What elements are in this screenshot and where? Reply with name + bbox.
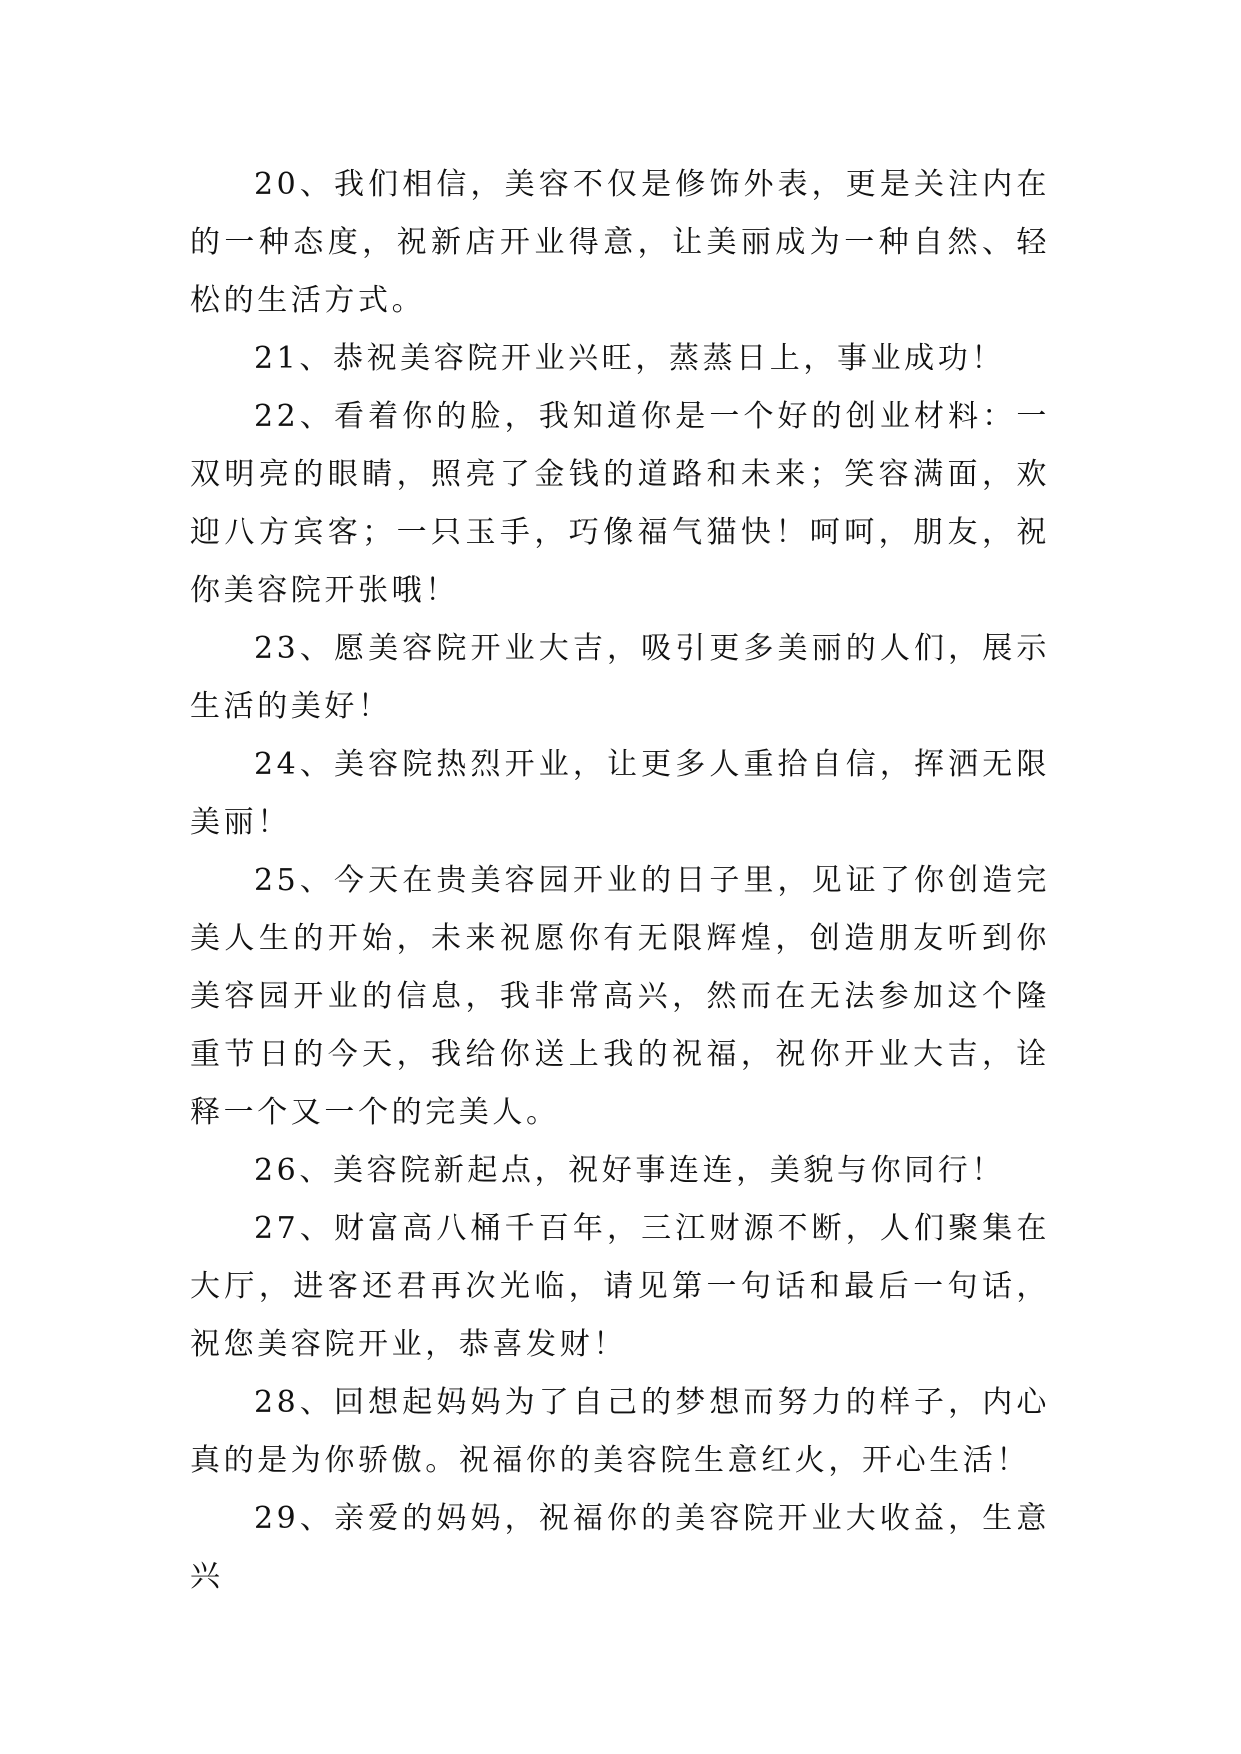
paragraph-24: 24、美容院热烈开业，让更多人重拾自信，挥洒无限美丽！ — [190, 747, 1050, 840]
paragraph-20: 20、我们相信，美容不仅是修饰外表，更是关注内在的一种态度，祝新店开业得意，让美丽成为一种自然、轻松的生活方式。 — [190, 167, 1050, 318]
document-body — [190, 156, 1050, 1606]
paragraph-29: 29、亲爱的妈妈，祝福你的美容院开业大收益，生意兴 — [190, 1501, 1050, 1594]
paragraph-21: 21、恭祝美容院开业兴旺，蒸蒸日上，事业成功！ — [254, 341, 1005, 376]
paragraph-28: 28、回想起妈妈为了自己的梦想而努力的样子，内心真的是为你骄傲。祝福你的美容院生意红火，开心生活！ — [190, 1385, 1050, 1478]
paragraph-22: 22、看着你的脸，我知道你是一个好的创业材料：一双明亮的眼睛，照亮了金钱的道路和未来；笑容满面，欢迎八方宾客；一只玉手，巧像福气猫快！呵呵，朋友，祝你美容院开张哦！ — [190, 399, 1050, 608]
paragraph-25: 25、今天在贵美容园开业的日子里，见证了你创造完美人生的开始，未来祝愿你有无限辉煌，创造朋友听到你美容园开业的信息，我非常高兴，然而在无法参加这个隆重节日的今天，我给你送上我的祝福，祝你开业大吉，诠释一个又一个的完美人。 — [190, 863, 1050, 1130]
paragraph-23: 23、愿美容院开业大吉，吸引更多美丽的人们，展示生活的美好！ — [190, 631, 1050, 724]
paragraph-27: 27、财富高八桶千百年，三江财源不断，人们聚集在大厅，进客还君再次光临，请见第一句话和最后一句话，祝您美容院开业，恭喜发财！ — [190, 1211, 1050, 1362]
paragraph-26: 26、美容院新起点，祝好事连连，美貌与你同行！ — [254, 1153, 1005, 1188]
